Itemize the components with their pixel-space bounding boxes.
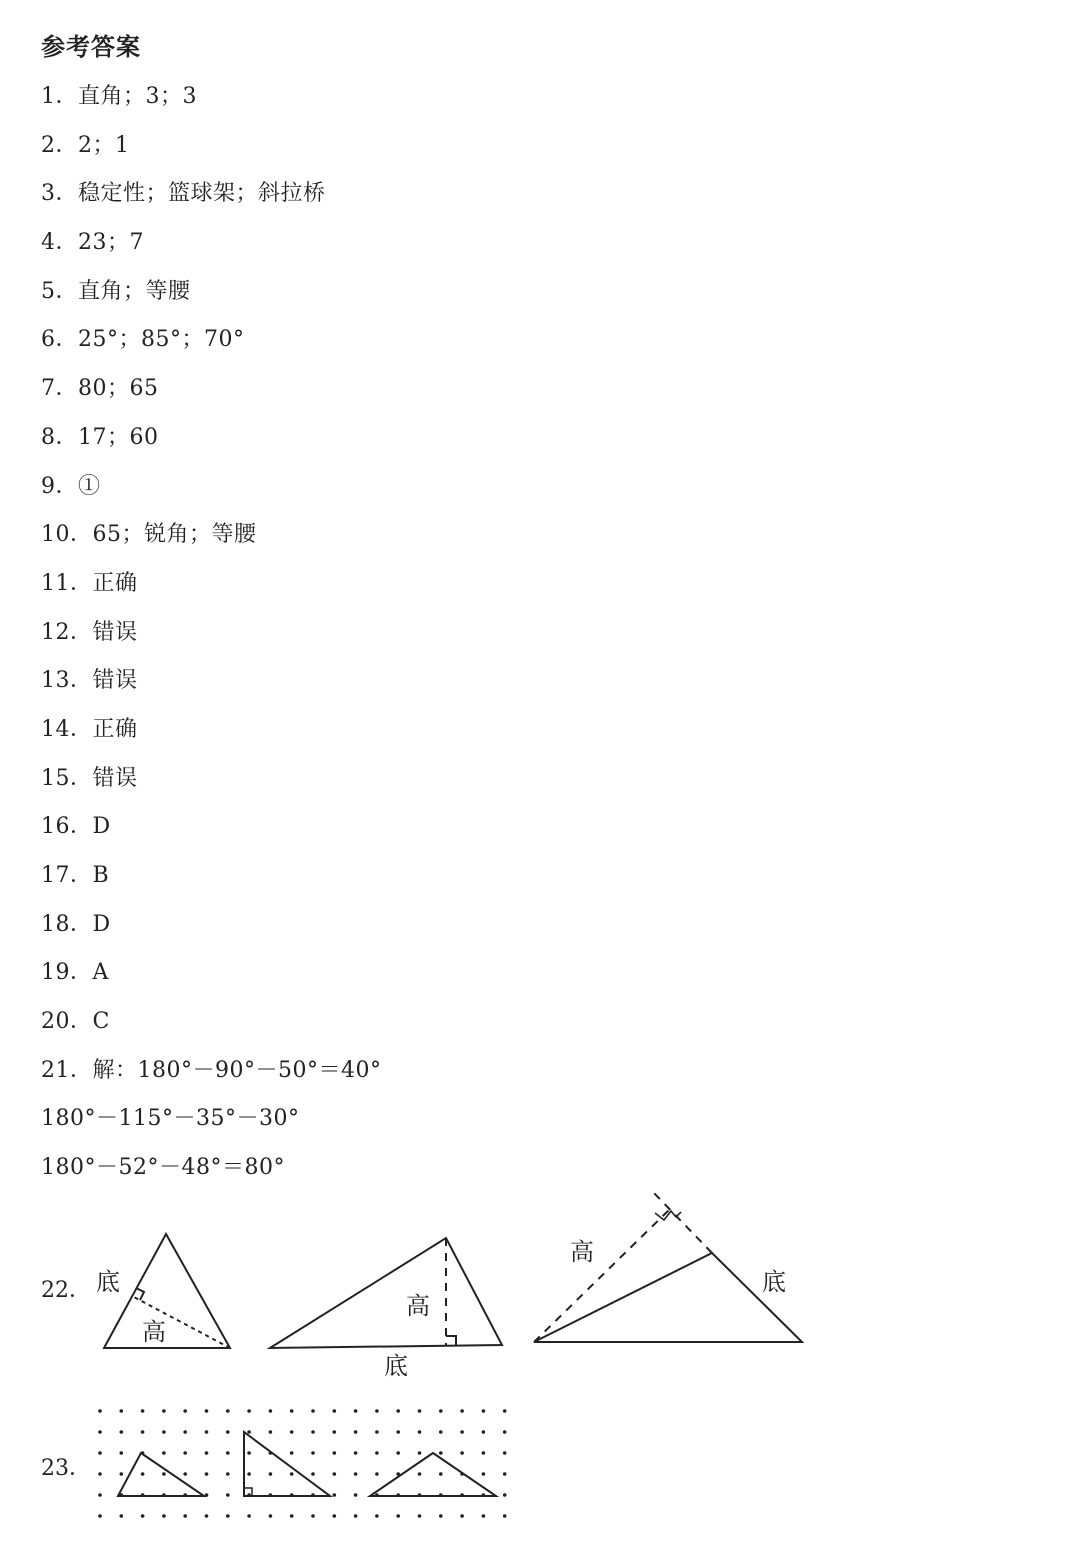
grid-dot [503, 1493, 507, 1497]
grid-dot [98, 1430, 102, 1434]
answer-13: 13．错误 [41, 668, 138, 694]
grid-dot [247, 1514, 251, 1518]
grid-dot [226, 1514, 230, 1518]
grid-dot [311, 1472, 315, 1476]
grid-triangle-2 [244, 1432, 330, 1496]
grid-dot [290, 1451, 294, 1455]
grid-dot [418, 1514, 422, 1518]
grid-dot [120, 1409, 124, 1413]
triangle-1-height-label: 高 [142, 1318, 166, 1346]
grid-dot [183, 1472, 187, 1476]
grid-dot [439, 1430, 443, 1434]
grid-dot [183, 1430, 187, 1434]
triangle-2-base-label: 底 [384, 1352, 408, 1380]
answer-6: 6．25°；85°；70° [41, 327, 245, 353]
triangle-1-base-label: 底 [96, 1268, 120, 1296]
grid-dot [247, 1451, 251, 1455]
grid-dot [226, 1409, 230, 1413]
grid-dot [460, 1430, 464, 1434]
grid-dot [482, 1451, 486, 1455]
grid-dot [247, 1409, 251, 1413]
triangle-3-height-line [534, 1208, 671, 1342]
grid-dot [183, 1409, 187, 1413]
grid-dot [375, 1451, 379, 1455]
grid-dot [396, 1430, 400, 1434]
grid-dot [354, 1430, 358, 1434]
grid-dot [375, 1472, 379, 1476]
dot-grid-figure [90, 1400, 530, 1530]
grid-dot [162, 1451, 166, 1455]
answer-4: 4．23；7 [41, 230, 144, 256]
answer-19: 19．A [41, 960, 109, 986]
grid-dot [375, 1409, 379, 1413]
answer-15: 15．错误 [41, 765, 138, 791]
answer-list [41, 80, 381, 1200]
dot-grid [98, 1409, 506, 1518]
answer-7: 7．80；65 [41, 376, 159, 402]
grid-dot [269, 1430, 273, 1434]
grid-dot [354, 1409, 358, 1413]
grid-dot [98, 1514, 102, 1518]
grid-dot [354, 1493, 358, 1497]
grid-dot [375, 1430, 379, 1434]
grid-dot [183, 1514, 187, 1518]
grid-dot [396, 1409, 400, 1413]
triangle-2-right-angle-mark [446, 1336, 456, 1346]
grid-dot [247, 1472, 251, 1476]
grid-dot [226, 1472, 230, 1476]
grid-dot [418, 1409, 422, 1413]
answer-2: 2．2；1 [41, 132, 130, 158]
grid-dot [269, 1409, 273, 1413]
grid-dot [141, 1430, 145, 1434]
grid-dot [333, 1409, 337, 1413]
grid-dot [460, 1409, 464, 1413]
grid-dot [418, 1430, 422, 1434]
grid-dot [375, 1514, 379, 1518]
answer-9: 9．① [41, 473, 101, 499]
grid-dot [162, 1514, 166, 1518]
grid-dot [333, 1493, 337, 1497]
question-23-number: 23． [41, 1456, 91, 1481]
grid-dot [290, 1430, 294, 1434]
grid-dot [460, 1451, 464, 1455]
triangle-2 [270, 1238, 502, 1348]
grid-dot [141, 1472, 145, 1476]
answer-21: 21．解：180°－90°－50°＝40° [41, 1057, 382, 1083]
grid-dot [205, 1472, 209, 1476]
grid-dot [311, 1430, 315, 1434]
answer-21-line-2: 180°－115°－35°－30° [41, 1106, 300, 1132]
triangle-3-height-label: 高 [570, 1238, 594, 1266]
answer-14: 14．正确 [41, 716, 138, 742]
grid-dot [396, 1514, 400, 1518]
grid-dot [482, 1409, 486, 1413]
grid-dot [354, 1451, 358, 1455]
grid-dot [311, 1409, 315, 1413]
grid-dot [141, 1514, 145, 1518]
grid-dot [333, 1514, 337, 1518]
grid-dot [439, 1451, 443, 1455]
triangle-3-base-label: 底 [762, 1268, 786, 1296]
grid-dot [269, 1472, 273, 1476]
answer-5: 5．直角；等腰 [41, 278, 191, 304]
grid-dot [333, 1451, 337, 1455]
grid-dot [503, 1514, 507, 1518]
grid-dot [418, 1472, 422, 1476]
grid-dot [205, 1451, 209, 1455]
triangle-1 [104, 1234, 230, 1348]
grid-dot [333, 1472, 337, 1476]
grid-dot [120, 1430, 124, 1434]
grid-dot [226, 1430, 230, 1434]
grid-dot [226, 1451, 230, 1455]
grid-dot [269, 1514, 273, 1518]
answer-11: 11．正确 [41, 570, 138, 596]
answer-3: 3．稳定性；篮球架；斜拉桥 [41, 181, 326, 207]
answer-20: 20．C [41, 1009, 110, 1035]
grid-dot [98, 1472, 102, 1476]
page-title: 参考答案 [41, 33, 141, 61]
answer-1: 1．直角；3；3 [41, 84, 197, 109]
grid-dot [120, 1514, 124, 1518]
question-22-number: 22． [41, 1278, 91, 1303]
grid-dot [439, 1409, 443, 1413]
grid-dot [503, 1430, 507, 1434]
grid-dot [290, 1409, 294, 1413]
answer-21-line-3: 180°－52°－48°＝80° [41, 1155, 285, 1181]
grid-dot [311, 1514, 315, 1518]
grid-dot [460, 1514, 464, 1518]
grid-dot [98, 1409, 102, 1413]
grid-dot [120, 1472, 124, 1476]
grid-dot [183, 1451, 187, 1455]
answer-17: 17．B [41, 863, 110, 888]
grid-dot [162, 1430, 166, 1434]
grid-dot [418, 1451, 422, 1455]
grid-dot [162, 1472, 166, 1476]
grid-dot [482, 1430, 486, 1434]
grid-dot [439, 1472, 443, 1476]
grid-dot [333, 1430, 337, 1434]
grid-dot [439, 1514, 443, 1518]
triangle-3 [534, 1253, 802, 1342]
triangles-height-figure [90, 1192, 820, 1387]
answer-12: 12．错误 [41, 619, 138, 645]
grid-dot [354, 1514, 358, 1518]
grid-dot [247, 1430, 251, 1434]
grid-dot [290, 1472, 294, 1476]
grid-triangle-3 [370, 1453, 496, 1496]
grid-dot [396, 1451, 400, 1455]
answer-8: 8．17；60 [41, 424, 159, 450]
triangle-3-base-extension [653, 1192, 712, 1253]
grid-dot [503, 1472, 507, 1476]
grid-dot [205, 1514, 209, 1518]
grid-dot [98, 1451, 102, 1455]
triangle-2-height-label: 高 [406, 1292, 430, 1320]
grid-dot [354, 1472, 358, 1476]
grid-dot [226, 1493, 230, 1497]
grid-dot [482, 1514, 486, 1518]
grid-dot [311, 1451, 315, 1455]
answer-16: 16．D [41, 814, 111, 840]
grid-triangle-1 [118, 1453, 204, 1496]
grid-dot [98, 1493, 102, 1497]
grid-dot [482, 1472, 486, 1476]
grid-dot [205, 1409, 209, 1413]
grid-dot [162, 1409, 166, 1413]
answer-18: 18．D [41, 911, 111, 937]
grid-dot [141, 1409, 145, 1413]
grid-dot [503, 1451, 507, 1455]
grid-dot [290, 1514, 294, 1518]
grid-dot [120, 1451, 124, 1455]
triangle-3-right-angle-mark [655, 1211, 681, 1220]
grid-dot [205, 1430, 209, 1434]
grid-dot [503, 1409, 507, 1413]
answer-10: 10．65；锐角；等腰 [41, 522, 257, 548]
